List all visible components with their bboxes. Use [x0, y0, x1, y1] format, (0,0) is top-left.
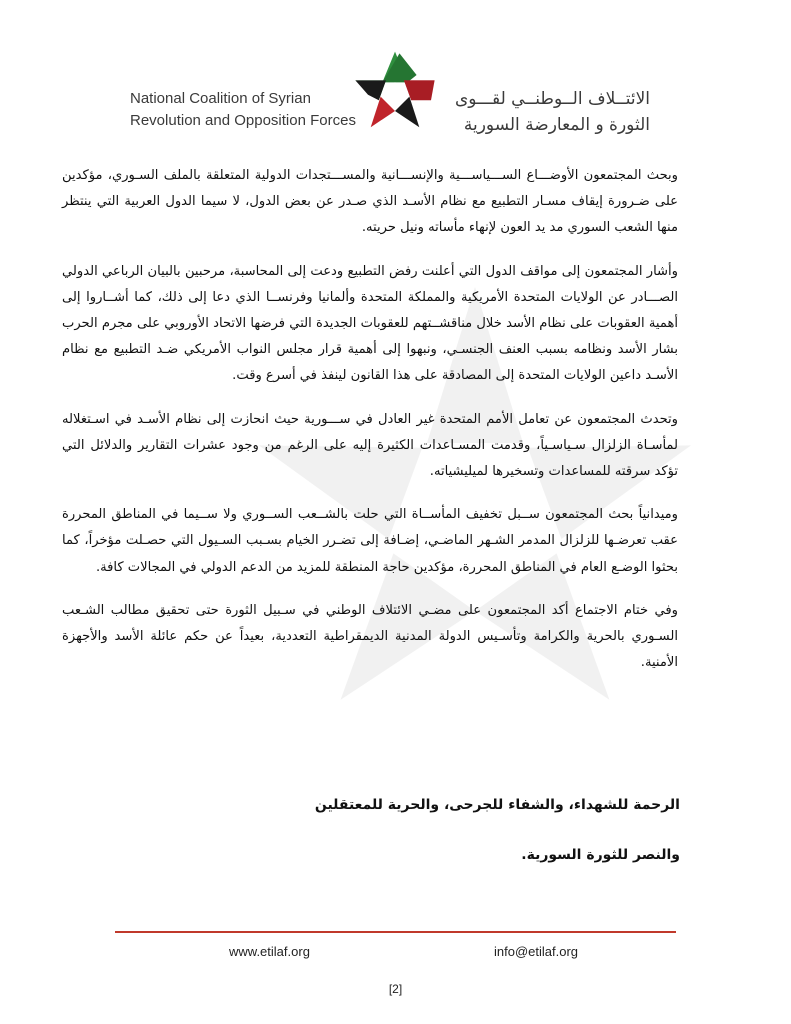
- footer-divider: [115, 931, 676, 933]
- star-logo-icon: [350, 48, 440, 138]
- paragraph: وأشار المجتمعون إلى مواقف الدول التي أعلنت رفض التطبيع ودعت إلى المحاسبة، مرحبين بالبيان الرباعي الدولي الصـــادر عن الولايات المتحدة الأمريكية والمملكة المتحدة وألمانيا وفرنســا الذي دعا إلى ذلك، كما أشــاروا إلى أهمية العقوبات على نظام الأسد خلال مناقشــتهم للعقوبات الجديدة التي فرضها الاتحاد الأوروبي على مجرم الحرب بشار الأسد ونظامه بسبب العنف الجنسـي، ونبهوا إلى أهمية قرار مجلس النواب الأمريكي ضـد التطبيع مع نظام الأسـد داعين الولايات المتحدة إلى المصادقة على هذا القانون لينفذ في أسرع وقت.: [62, 263, 678, 384]
- org-name-ar-line1: الائتــلاف الــوطنــي لقـــوى: [454, 89, 650, 109]
- paragraph: وتحدث المجتمعون عن تعامل الأمم المتحدة غير العادل في ســـورية حيث انحازت إلى نظام الأسـد في اسـتغلاله لمأسـاة الزلزال سـياسـياً، وقدمت المسـاعدات الكثيرة إليه على الرغم من وجود عشرات التقارير والدلائل التي تؤكد سرقته للمساعدات وتسخيرها لميليشياته.: [62, 411, 678, 480]
- org-name-arabic: [440, 86, 650, 138]
- letterhead: [0, 48, 791, 143]
- footer-email-link[interactable]: info@etilaf.org: [494, 944, 579, 959]
- org-name-ar-line2: الثورة و المعارضة السورية: [463, 115, 650, 135]
- page-number: [2]: [388, 982, 403, 996]
- org-name-en-line2: Revolution and Opposition Forces: [130, 112, 356, 129]
- paragraph: وفي ختام الاجتماع أكد المجتمعون على مضـي الائتلاف الوطني في سـبيل الثورة حتى تحقيق مطالب الشـعب السـوري بالحرية والكرامة وتأسـيس الدولة المدنية الديمقراطية التعددية، بعيداً عن حكم عائلة الأسد والأجهزة الأمنية.: [62, 602, 678, 671]
- footer-website-link[interactable]: www.etilaf.org: [229, 944, 310, 959]
- statement-body: [62, 163, 678, 693]
- paragraph: وميدانياً بحث المجتمعون ســبل تخفيف المأســاة التي حلت بالشــعب الســوري ولا ســيما في المناطق المحررة عقب تعرضـها للزلزال المدمر الشـهر الماضـي، إضـافة إلى تضـرر الخيام بسـبب السـيول التي حصـلت مؤخراً، كما بحثوا الوضـع العام في المناطق المحررة، مؤكدين حاجة المنطقة للمزيد من الدعم الدولي في المجالات كافة.: [62, 507, 678, 575]
- paragraph: وبحث المجتمعون الأوضـــاع الســـياســـية والإنســـانية والمســـتجدات الدولية المتعلقة بالملف السـوري، مؤكدين على ضـرورة إيقاف مسـار التطبيع مع نظام الأسـد الذي صـدر عن بعض الدول، لا سيما الدول العربية التي ينتظر منها الشعب السوري مد يد العون لإنهاء مأساته ونيل حريته.: [62, 168, 678, 236]
- closing-line-1: الرحمة للشهداء، والشفاء للجرحى، والحرية للمعتقلين: [314, 797, 680, 813]
- closing-line-2: والنصر للثورة السورية.: [521, 847, 680, 863]
- closing-statement: [100, 795, 680, 895]
- org-name-en-line1: National Coalition of Syrian: [130, 90, 311, 107]
- org-name-english: [130, 88, 356, 132]
